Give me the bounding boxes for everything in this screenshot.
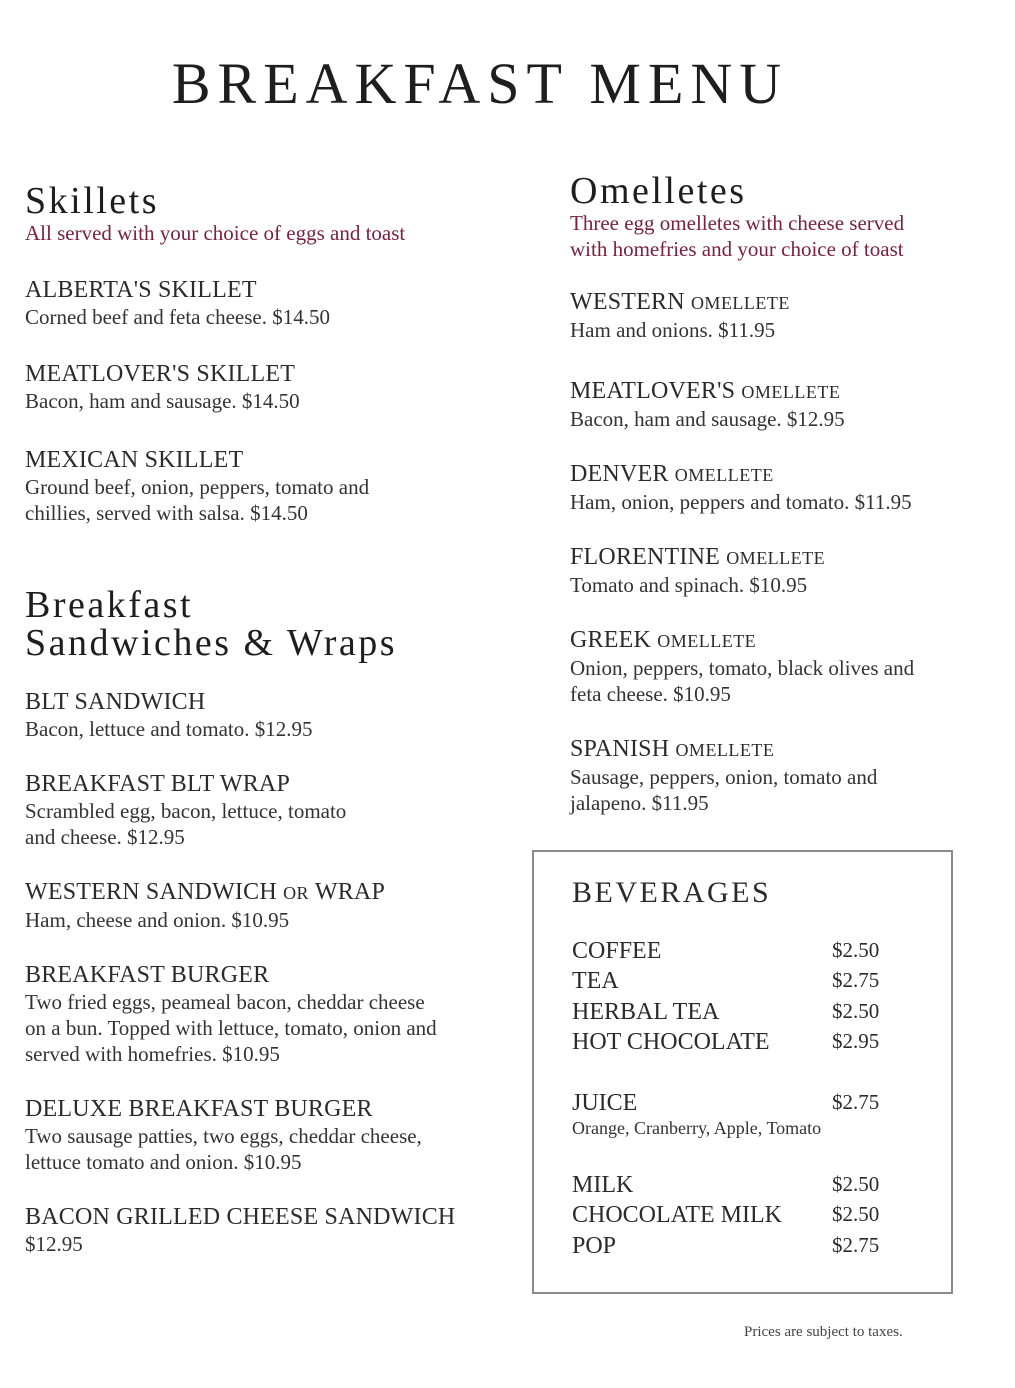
item-desc-line: served with homefries. $10.95 [25,1042,280,1066]
omelletes-subtitle-line: Three egg omelletes with cheese served [570,211,905,235]
menu-item [25,446,505,526]
omelletes-heading: Omelletes [570,170,747,212]
omelette-name: FLORENTINE [570,544,720,570]
item-name [570,626,990,655]
omelette-name: MEATLOVER'S [570,378,736,404]
item-name: MEATLOVER'S SKILLET [25,361,296,387]
omelette-suffix: OMELLETE [726,548,826,568]
menu-item [25,688,505,742]
item-desc: Ham and onions. $11.95 [570,318,776,342]
omelette-suffix: OMELLETE [657,631,757,651]
beverage-row [572,1090,892,1120]
item-desc-line: feta cheese. $10.95 [570,682,731,706]
juice-options: Orange, Cranberry, Apple, Tomato [572,1118,822,1138]
item-name: BLT SANDWICH [25,689,206,715]
item-desc-line: Two fried eggs, peameal bacon, cheddar cheese [25,990,425,1014]
beverage-name: CHOCOLATE MILK [572,1202,782,1228]
beverages-box [532,850,953,1294]
beverage-row [572,999,892,1029]
menu-item [25,878,505,933]
item-desc-line: jalapeno. $11.95 [570,791,709,815]
omelletes-subtitle-line: with homefries and your choice of toast [570,237,904,261]
menu-item [25,1095,505,1175]
item-name [570,543,990,572]
item-name: BREAKFAST BLT WRAP [25,771,291,797]
item-desc: Bacon, ham and sausage. $14.50 [25,389,300,413]
omelette-suffix: OMELLETE [690,293,790,313]
omelette-name: DENVER [570,461,669,487]
item-desc: Bacon, lettuce and tomato. $12.95 [25,717,313,741]
sandwiches-heading-line2: Sandwiches & Wraps [25,622,398,664]
tax-footnote: Prices are subject to taxes. [744,1324,903,1340]
item-name: MEXICAN SKILLET [25,447,244,473]
beverage-name: POP [572,1233,617,1259]
item-name [570,735,990,764]
beverage-row [572,1233,892,1263]
item-desc: Ham, cheese and onion. $10.95 [25,908,290,932]
menu-item [570,626,990,707]
item-desc-line: and cheese. $12.95 [25,825,185,849]
item-desc-line: on a bun. Topped with lettuce, tomato, onion and [25,1016,437,1040]
beverage-price: $2.75 [832,1090,880,1114]
beverage-price: $2.50 [832,1172,880,1196]
omelette-suffix: OMELLETE [674,465,774,485]
item-desc-line: lettuce tomato and onion. $10.95 [25,1150,302,1174]
menu-item [570,543,990,598]
beverage-row [572,1029,892,1059]
item-name [570,377,990,406]
item-desc: Tomato and spinach. $10.95 [570,573,808,597]
beverage-price: $2.50 [832,938,880,962]
item-name-part: WRAP [314,879,385,905]
menu-item [25,961,505,1067]
item-name-or: OR [283,883,310,903]
omelette-name: WESTERN [570,289,685,315]
item-desc: $12.95 [25,1232,83,1256]
omelette-suffix: OMELLETE [675,740,775,760]
skillets-subtitle: All served with your choice of eggs and toast [25,221,406,245]
menu-item [570,288,990,343]
item-desc: Corned beef and feta cheese. $14.50 [25,305,330,329]
item-desc: Ham, onion, peppers and tomato. $11.95 [570,490,912,514]
menu-item [25,360,505,414]
item-desc-line: Ground beef, onion, peppers, tomato and [25,475,370,499]
item-name [570,460,990,489]
item-name: ALBERTA'S SKILLET [25,277,257,303]
omelette-suffix: OMELLETE [741,382,841,402]
item-desc-line: Sausage, peppers, onion, tomato and [570,765,878,789]
omelette-name: GREEK [570,627,651,653]
beverage-price: $2.50 [832,1202,880,1226]
beverage-row [572,968,892,998]
item-name: DELUXE BREAKFAST BURGER [25,1096,373,1122]
item-desc-line: chillies, served with salsa. $14.50 [25,501,308,525]
menu-item [570,460,990,515]
beverage-row [572,1172,892,1202]
beverage-name: HOT CHOCOLATE [572,1029,770,1055]
skillets-heading: Skillets [25,180,160,222]
beverage-name: COFFEE [572,938,662,964]
beverage-row [572,1202,892,1232]
beverage-price: $2.75 [832,968,880,992]
item-desc-line: Two sausage patties, two eggs, cheddar cheese, [25,1124,422,1148]
menu-item [570,735,990,816]
beverage-name: TEA [572,968,619,994]
sandwiches-heading-line1: Breakfast [25,584,194,626]
beverage-price: $2.95 [832,1029,880,1053]
menu-title: BREAKFAST MENU [171,51,789,116]
item-desc: Bacon, ham and sausage. $12.95 [570,407,845,431]
beverage-row [572,938,892,968]
menu-item [570,377,990,432]
beverages-heading: BEVERAGES [572,876,772,909]
menu-item [25,770,505,850]
item-name [570,288,990,317]
menu-item [25,276,505,330]
item-name: BACON GRILLED CHEESE SANDWICH [25,1204,456,1230]
beverage-name: HERBAL TEA [572,999,720,1025]
beverage-name: MILK [572,1172,634,1198]
right-column [570,172,990,816]
item-name [25,878,505,907]
item-desc-line: Scrambled egg, bacon, lettuce, tomato [25,799,347,823]
beverage-price: $2.75 [832,1233,880,1257]
item-name-part: WESTERN SANDWICH [25,879,277,905]
left-column [25,182,505,1257]
item-desc-line: Onion, peppers, tomato, black olives and [570,656,915,680]
omelette-name: SPANISH [570,736,670,762]
item-name: BREAKFAST BURGER [25,962,270,988]
menu-item [25,1203,505,1257]
beverage-name: JUICE [572,1090,638,1116]
beverage-price: $2.50 [832,999,880,1023]
